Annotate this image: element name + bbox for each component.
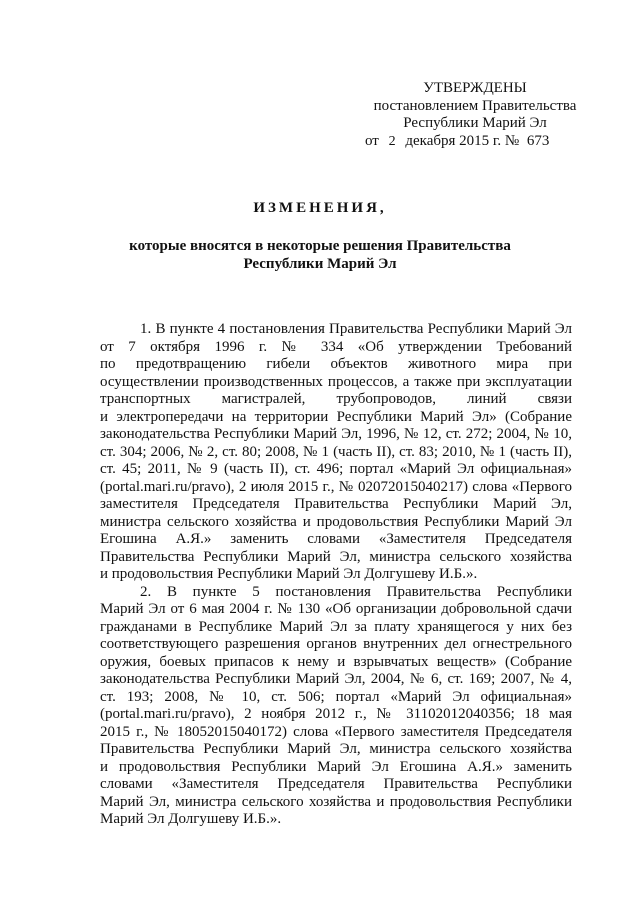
body-line: по предотвращению гибели объектов животного мира при — [100, 356, 572, 372]
approval-title: УТВЕРЖДЕНЫ — [423, 80, 527, 96]
approval-stamp — [360, 80, 590, 150]
body-line: Правительства Республики Марий Эл, министра сельского хозяйства — [100, 741, 572, 757]
body-line: (portal.mari.ru/pravo), 2 июля 2015 г., № 02072015040217) слова «Первого — [100, 478, 572, 495]
body-line: от 7 октября 1996 г. № 334 «Об утверждении Требований — [100, 338, 572, 355]
subheading-line-2: Республики Марий Эл — [243, 255, 397, 272]
body-line: оружия, боевых припасов к нему и взрывчатых веществ» (Собрание — [100, 653, 572, 670]
body-line: 2. В пункте 5 постановления Правительства Республики — [140, 583, 572, 600]
body-line: ст. 45; 2011, № 9 (часть II), ст. 496; портал «Марий Эл официальная» — [100, 461, 572, 477]
approval-date-prefix: от — [365, 132, 379, 149]
body-line: соответствующего разрешения органов внутренних дел огнестрельного — [100, 636, 572, 652]
approval-date-line — [360, 133, 590, 151]
document-heading: ИЗМЕНЕНИЯ, — [253, 200, 387, 216]
approval-number: 673 — [526, 132, 550, 149]
body-line: ст. 193; 2008, № 10, ст. 506; портал «Марий Эл официальная» — [100, 688, 572, 705]
approval-date-rest: декабря 2015 г. № — [405, 132, 520, 149]
document-body — [100, 321, 572, 829]
body-line: Марий Эл Долгушеву И.Б.». — [100, 811, 282, 827]
body-line: законодательства Республики Марий Эл, 1996, № 12, ст. 272; 2004, № 10, — [100, 426, 572, 442]
body-line: Правительства Республики Марий Эл, министра сельского хозяйства — [100, 548, 572, 565]
body-line: и электропередачи на территории Республики Марий Эл» (Собрание — [100, 408, 572, 425]
body-line: министра сельского хозяйства и продовольствия Республики Марий Эл — [100, 513, 572, 530]
body-line: транспортных магистралей, трубопроводов, линий связи — [100, 391, 572, 407]
approval-line-2: Республики Марий Эл — [403, 115, 547, 131]
body-line: гражданами в Республике Марий Эл за плату хранящегося у них без — [100, 618, 572, 635]
body-line: Егошина А.Я.» заменить словами «Заместителя Председателя — [100, 531, 572, 547]
body-line: Марий Эл от 6 мая 2004 г. № 130 «Об организации добровольной сдачи — [100, 601, 572, 617]
body-line: законодательства Республики Марий Эл, 2004, № 6, ст. 169; 2007, № 4, — [100, 671, 572, 687]
body-line: (portal.mari.ru/pravo), 2 ноября 2012 г., № 31102012040356; 18 мая — [100, 706, 572, 722]
body-line: заместителя Председателя Правительства Республики Марий Эл, — [100, 496, 572, 512]
body-line: 2015 г., № 18052015040172) слова «Первого заместителя Председателя — [100, 723, 572, 740]
body-line: 1. В пункте 4 постановления Правительства Республики Марий Эл — [140, 321, 572, 337]
body-line: ст. 304; 2006, № 2, ст. 80; 2008, № 1 (часть II), ст. 83; 2010, № 1 (часть II), — [100, 443, 572, 460]
body-line: и продовольствия Республики Марий Эл Егошина А.Я.» заменить — [100, 758, 572, 775]
body-line: Марий Эл, министра сельского хозяйства и продовольствия Республики — [100, 793, 572, 810]
body-line: словами «Заместителя Председателя Правительства Республики — [100, 776, 572, 792]
body-line: осуществлении производственных процессов, а также при эксплуатации — [100, 373, 572, 390]
body-line: и продовольствия Республики Марий Эл Долгушеву И.Б.». — [100, 566, 478, 582]
approval-date-day: 2 — [388, 133, 396, 149]
subheading-line-1: которые вносятся в некоторые решения Правительства — [129, 238, 511, 254]
document-subheading — [100, 238, 540, 273]
approval-line-1: постановлением Правительства — [373, 97, 577, 114]
